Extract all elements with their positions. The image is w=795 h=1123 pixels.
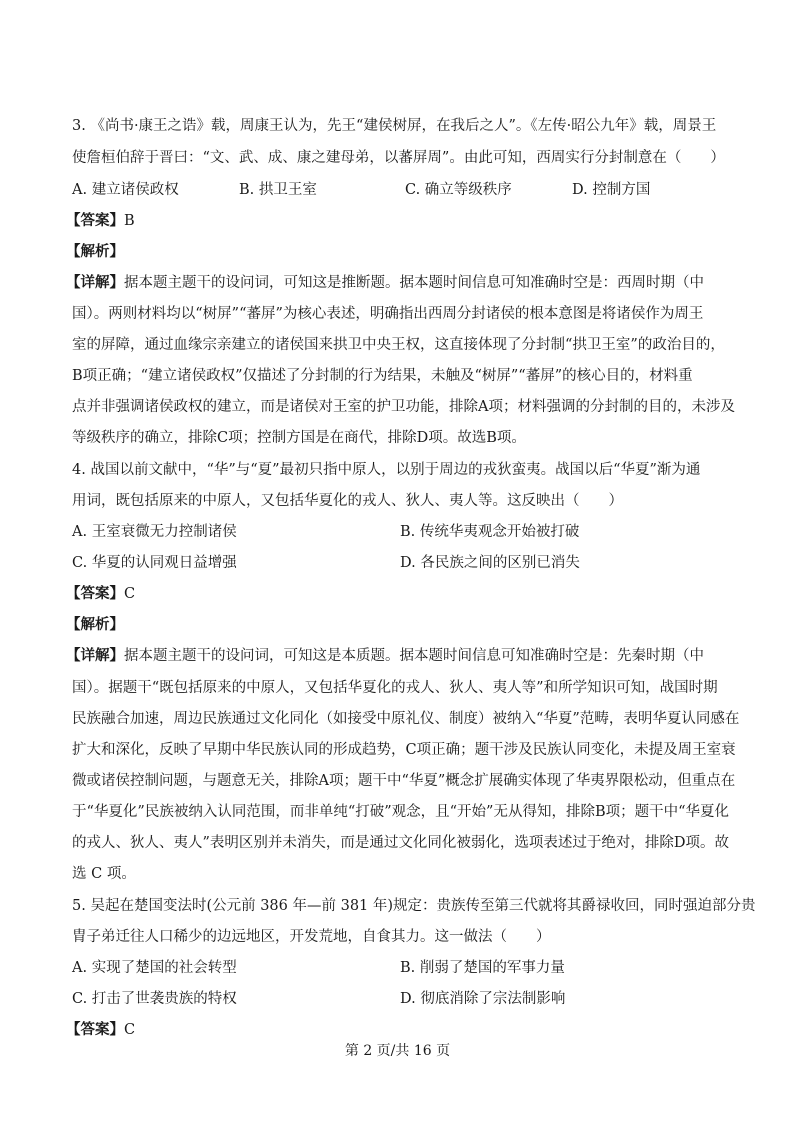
- q4-detail-tag: 【详解】: [66, 647, 124, 664]
- q3-detail-line-6: 等级秩序的确立，排除C项；控制方国是在商代，排除D项。故选B项。: [72, 430, 526, 446]
- q4-answer-value: C: [124, 586, 136, 602]
- q4-detail-line-2: 国）。据题干“既包括原来的中原人，又包括华夏化的戎人、狄人、夷人等”和所学知识可知，战国时期: [72, 680, 718, 696]
- q5-option-d: D. 彻底消除了宗法制影响: [400, 991, 566, 1007]
- q3-stem-line-1: 3. 《尚书·康王之诰》载，周康王认为，先王“建侯树屏，在我后之人”。《左传·昭公九年》载，周景王: [72, 118, 717, 134]
- q3-detail-line-2: 国）。两则材料均以“树屏”“蕃屏”为核心表述，明确指出西周分封诸侯的根本意图是将诸侯作为周王: [72, 306, 704, 322]
- q3-option-b: B. 拱卫王室: [239, 182, 317, 198]
- q3-detail-line-4: B项正确；“建立诸侯政权”仅描述了分封制的行为结果，未触及“树屏”“蕃屏”的核心目的，材料重: [72, 368, 693, 384]
- q4-answer-line: [66, 584, 135, 604]
- q4-detail-line-3: 民族融合加速，周边民族通过文化同化（如接受中原礼仪、制度）被纳入“华夏”范畴，表明华夏认同感在: [72, 711, 740, 727]
- q4-analysis-tag: 【解析】: [66, 616, 124, 633]
- q4-option-a: A. 王室衰微无力控制诸侯: [72, 524, 237, 540]
- q3-detail-line-1: [66, 273, 704, 293]
- q5-answer-line: [66, 1020, 135, 1040]
- q3-detail-text-1: 据本题主题干的设问词，可知这是推断题。据本题时间信息可知准确时空是：西周时期（中: [124, 275, 704, 291]
- q5-stem-line-2: 胄子弟迁往人口稀少的边远地区，开发荒地，自食其力。这一做法（ ）: [72, 929, 551, 945]
- q4-detail-line-1: [66, 646, 704, 666]
- q4-detail-line-4: 扩大和深化，反映了早期中华民族认同的形成趋势，C项正确；题干涉及民族认同变化，未提及周王室衰: [72, 742, 736, 758]
- q4-option-d: D. 各民族之间的区别已消失: [400, 555, 580, 571]
- q4-detail-line-5: 微或诸侯控制问题，与题意无关，排除A项；题干中“华夏”概念扩展确实体现了华夷界限松动，但重点在: [72, 773, 736, 789]
- q3-analysis-tag: 【解析】: [66, 243, 124, 260]
- q3-answer-tag: 【答案】: [66, 212, 124, 229]
- q3-detail-tag: 【详解】: [66, 274, 124, 291]
- q5-option-a: A. 实现了楚国的社会转型: [72, 960, 237, 976]
- q3-stem-line-2: 使詹桓伯辞于晋曰：“文、武、成、康之建母弟，以蕃屏周”。由此可知，西周实行分封制意在（ ）: [72, 150, 725, 166]
- q4-detail-line-8: 选 C 项。: [72, 866, 136, 882]
- q4-option-b: B. 传统华夷观念开始被打破: [400, 524, 580, 540]
- q3-answer-value: B: [124, 213, 135, 229]
- page-number: 第 2 页/共 16 页: [344, 1043, 451, 1059]
- q3-detail-line-3: 室的屏障，通过血缘宗亲建立的诸侯国来拱卫中央王权，这直接体现了分封制“拱卫王室”的政治目的，: [72, 337, 725, 353]
- q4-option-c: C. 华夏的认同观日益增强: [72, 555, 237, 571]
- q4-detail-line-6: 于“华夏化”民族被纳入认同范围，而非单纯“打破”观念，且“开始”无从得知，排除B项；题干中“华夏化: [72, 804, 730, 820]
- q5-stem-line-1: 5. 吴起在楚国变法时(公元前 386 年—前 381 年)规定：贵族传至第三代就将其爵禄收回，同时强迫部分贵: [72, 898, 756, 914]
- q5-answer-value: C: [124, 1022, 136, 1038]
- q5-option-b: B. 削弱了楚国的军事力量: [400, 960, 565, 976]
- q4-detail-text-1: 据本题主题干的设问词，可知这是本质题。据本题时间信息可知准确时空是：先秦时期（中: [124, 648, 704, 664]
- q3-option-a: A. 建立诸侯政权: [72, 182, 179, 198]
- q3-option-d: D. 控制方国: [572, 182, 651, 198]
- q4-stem-line-2: 用词，既包括原来的中原人，又包括华夏化的戎人、狄人、夷人等。这反映出（ ）: [72, 493, 623, 509]
- q3-detail-line-5: 点并非强调诸侯政权的建立，而是诸侯对王室的护卫功能，排除A项；材料强调的分封制的目的，未涉及: [72, 399, 735, 415]
- q5-option-c: C. 打击了世袭贵族的特权: [72, 991, 237, 1007]
- q4-detail-line-7: 的戎人、狄人、夷人”表明区别并未消失，而是通过文化同化被弱化，选项表述过于绝对，排除D项。故: [72, 835, 730, 851]
- q4-answer-tag: 【答案】: [66, 585, 124, 602]
- q3-answer-line: [66, 211, 135, 231]
- q3-option-c: C. 确立等级秩序: [405, 182, 512, 198]
- q4-stem-line-1: 4. 战国以前文献中，“华”与“夏”最初只指中原人，以别于周边的戎狄蛮夷。战国以后“华夏”渐为通: [72, 462, 701, 478]
- q5-answer-tag: 【答案】: [66, 1021, 124, 1038]
